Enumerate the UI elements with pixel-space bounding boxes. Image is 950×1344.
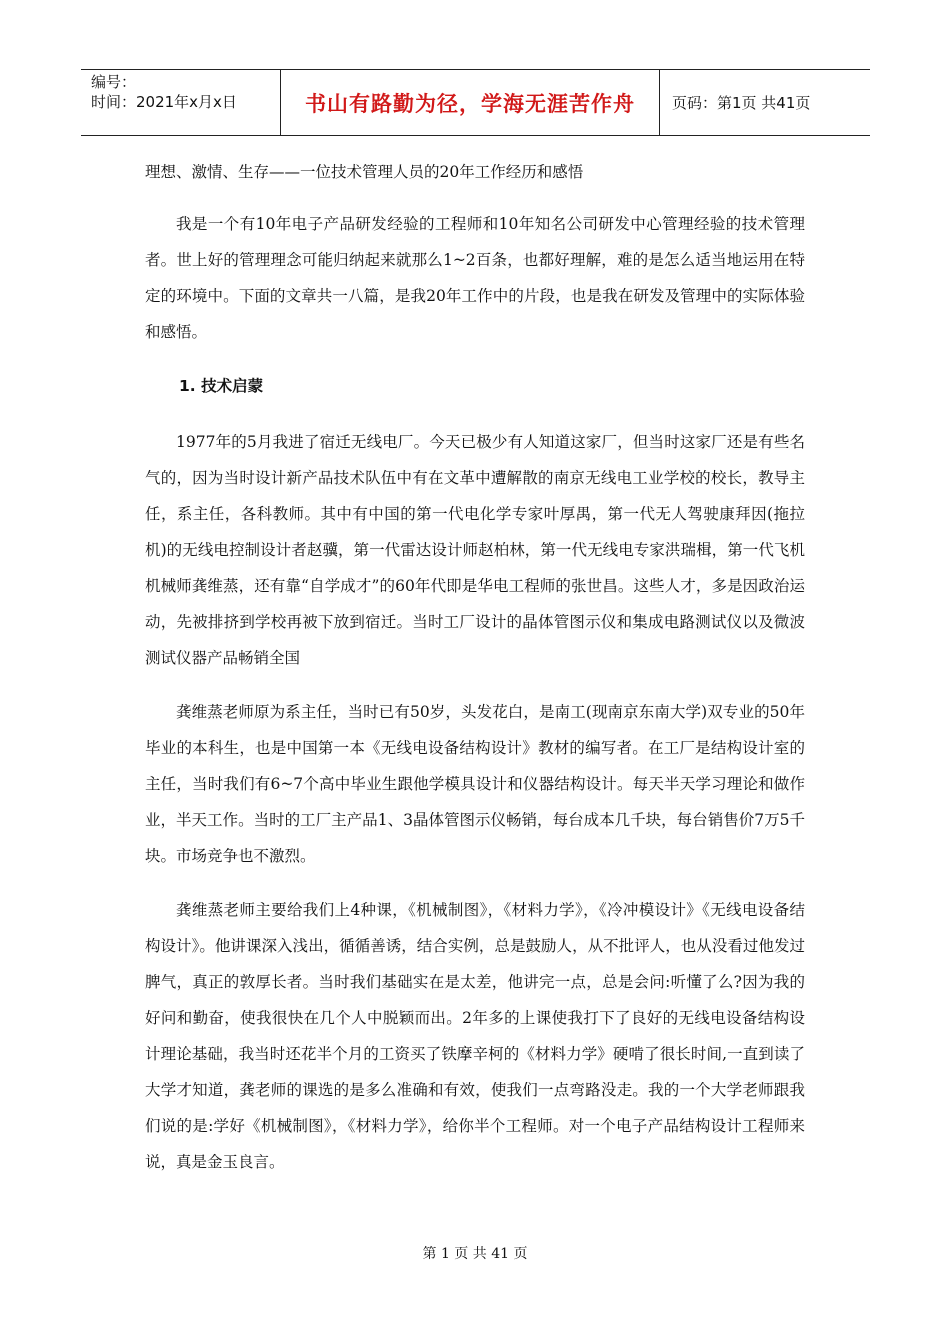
code-label: 编号： bbox=[91, 73, 137, 91]
intro-paragraph: 我是一个有10年电子产品研发经验的工程师和10年知名公司研发中心管理经验的技术管理者。世上好的管理理念可能归纳起来就那么1~2百条，也都好理解，难的是怎么适当地运用在特定的环境中。下面的文章共一八篇，是我20年工作中的片段，也是我在研发及管理中的实际体验和感悟。 bbox=[145, 215, 805, 341]
section-heading: 1. 技术启蒙 bbox=[179, 377, 264, 395]
page-header bbox=[81, 69, 870, 136]
paragraph-2: 龚维蒸老师原为系主任，当时已有50岁，头发花白，是南工(现南京东南大学)双专业的50年毕业的本科生，也是中国第一本《无线电设备结构设计》教材的编写者。在工厂是结构设计室的主任，当时我们有6~7个高中毕业生跟他学模具设计和仪器结构设计。每天半天学习理论和做作业，半天工作。当时的工厂主产品1、3晶体管图示仪畅销，每台成本几千块，每台销售价7万5千块。市场竞争也不激烈。 bbox=[145, 703, 805, 865]
document-title: 理想、激情、生存——一位技术管理人员的20年工作经历和感悟 bbox=[145, 163, 584, 181]
header-motto-cell bbox=[281, 70, 660, 135]
header-motto: 书山有路勤为径，学海无涯苦作舟 bbox=[305, 91, 635, 116]
document-body bbox=[145, 154, 805, 1198]
header-page-info: 页码：第1页 共41页 bbox=[672, 94, 811, 112]
page-footer: 第 1 页 共 41 页 bbox=[422, 1246, 528, 1262]
paragraph-1: 1977年的5月我进了宿迁无线电厂。今天已极少有人知道这家厂，但当时这家厂还是有些名气的，因为当时设计新产品技术队伍中有在文革中遭解散的南京无线电工业学校的校长，教导主任，系主任，各科教师。其中有中国的第一代电化学专家叶厚禺，第一代无人驾驶康拜因(拖拉机)的无线电控制设计者赵骥，第一代雷达设计师赵柏林，第一代无线电专家洪瑞楫，第一代飞机机械师龚维蒸，还有靠“自学成才”的60年代即是华电工程师的张世昌。这些人才，多是因政治运动，先被排挤到学校再被下放到宿迁。当时工厂设计的晶体管图示仪和集成电路测试仪以及微波测试仪器产品畅销全国 bbox=[145, 433, 805, 667]
header-meta bbox=[81, 70, 281, 135]
paragraph-3: 龚维蒸老师主要给我们上4种课，《机械制图》，《材料力学》，《冷冲模设计》《无线电设备结构设计》。他讲课深入浅出，循循善诱，结合实例，总是鼓励人，从不批评人，也从没看过他发过脾气，真正的敦厚长者。当时我们基础实在是太差，他讲完一点，总是会问:听懂了么?因为我的好问和勤奋，使我很快在几个人中脱颖而出。2年多的上课使我打下了良好的无线电设备结构设计理论基础，我当时还花半个月的工资买了铁摩辛柯的《材料力学》硬啃了很长时间,一直到读了大学才知道，龚老师的课选的是多么准确和有效，使我们一点弯路没走。我的一个大学老师跟我们说的是:学好《机械制图》，《材料力学》，给你半个工程师。对一个电子产品结构设计工程师来说，真是金玉良言。 bbox=[145, 901, 805, 1171]
date-label: 时间：2021年x月x日 bbox=[91, 93, 237, 111]
